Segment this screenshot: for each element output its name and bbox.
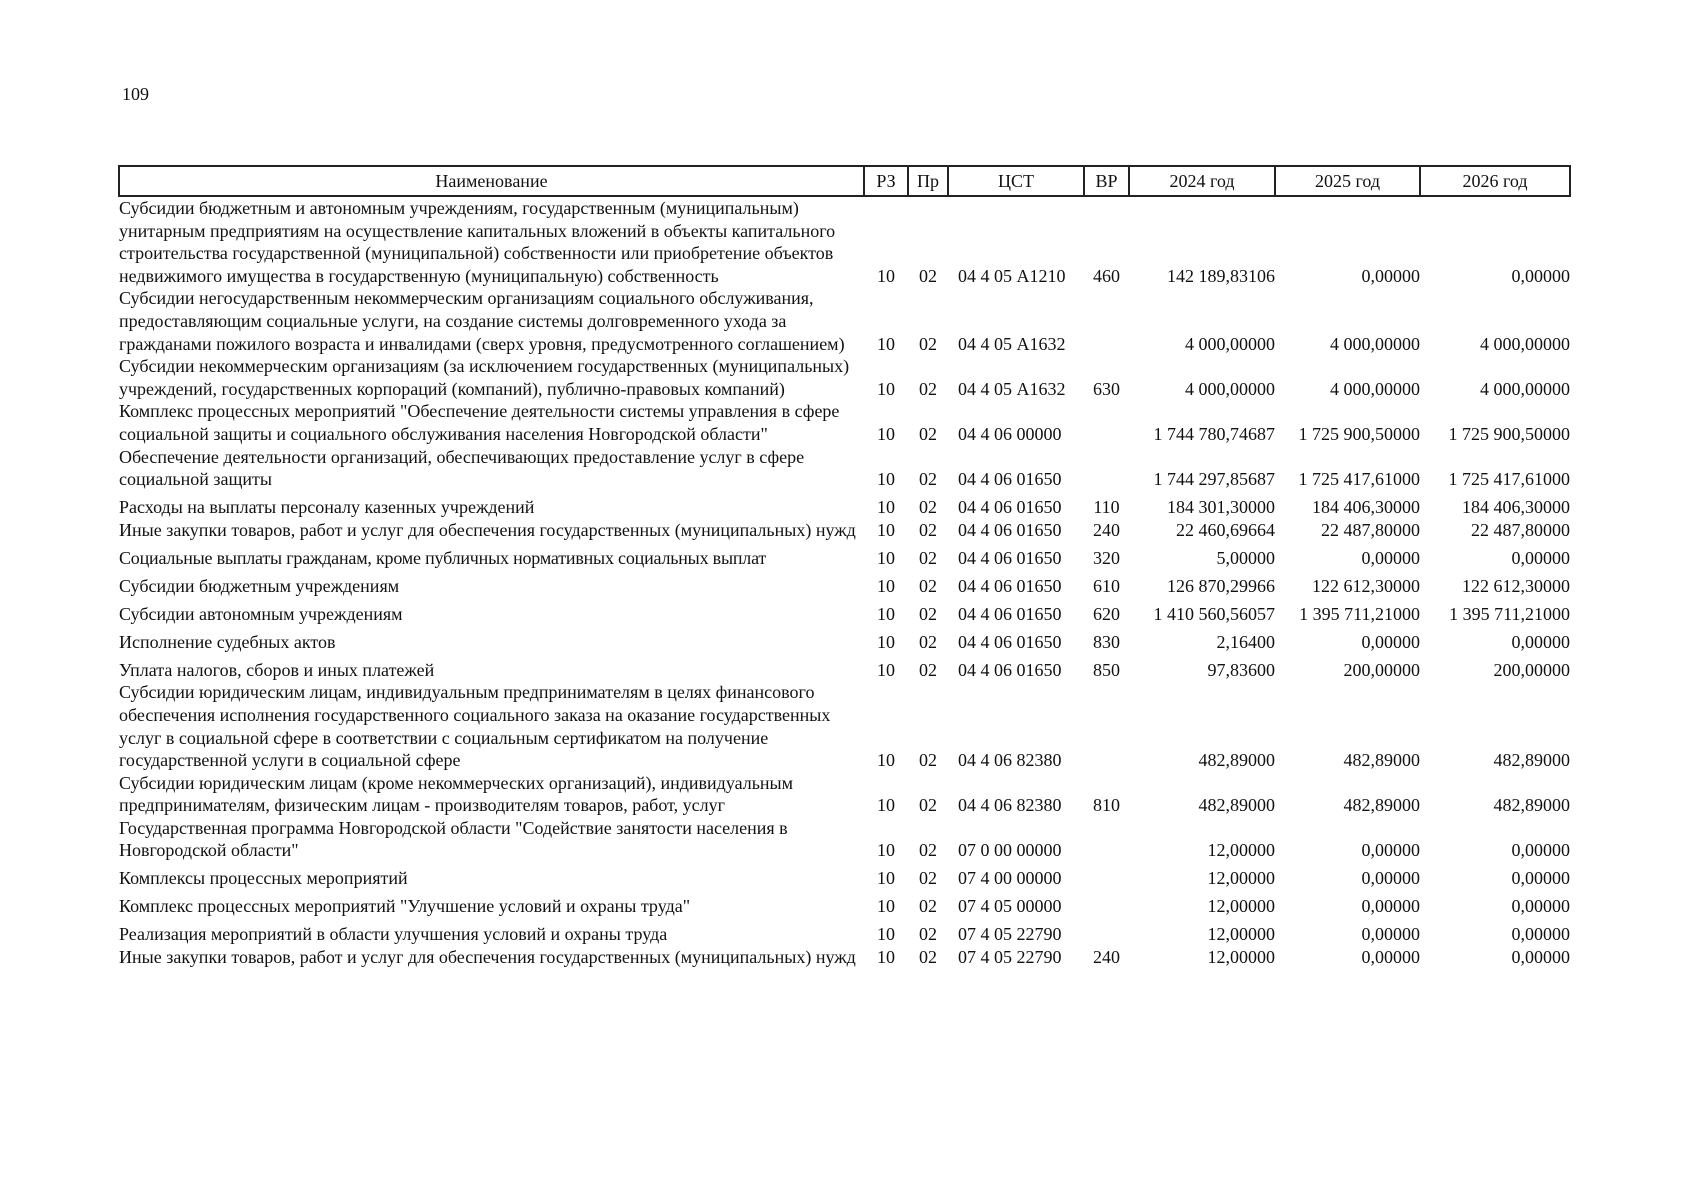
row-rz: 10 (877, 896, 895, 917)
row-pr: 02 (919, 575, 937, 596)
row-2024: 142 189,83106 (1167, 265, 1275, 286)
row-pr: 02 (919, 497, 937, 518)
row-name: Субсидии бюджетным и автономным учреждениям, государственным (муниципальным) унитарным предприятиям на осуществление капитальных вложений в объекты капитального строительства государственной (муниципальной) собственности или приобретение объектов недвижимого имущества в государственную (муниципальную) собственность (119, 198, 836, 286)
row-name: Исполнение судебных актов (119, 631, 336, 652)
row-2026: 122 612,30000 (1462, 575, 1570, 596)
row-2026: 1 395 711,21000 (1449, 603, 1570, 624)
row-pr: 02 (919, 333, 937, 354)
row-2025: 482,89000 (1343, 750, 1420, 771)
row-cst: 04 4 06 01650 (958, 603, 1062, 624)
row-name: Обеспечение деятельности организаций, обеспечивающих предоставление услуг в сфере социальной защиты (119, 446, 805, 490)
table-row (119, 653, 1570, 681)
table-row (119, 541, 1570, 569)
row-rz: 10 (877, 631, 895, 652)
table-row (119, 625, 1570, 653)
table-header-row (119, 166, 1570, 196)
table-row (119, 597, 1570, 625)
row-pr: 02 (919, 378, 937, 399)
table-row (119, 817, 1570, 862)
row-pr: 02 (919, 469, 937, 490)
row-pr: 02 (919, 265, 937, 286)
row-name: Иные закупки товаров, работ и услуг для обеспечения государственных (муниципальных) нужд (119, 947, 856, 968)
row-2025: 4 000,00000 (1330, 333, 1420, 354)
row-rz: 10 (877, 795, 895, 816)
table-row (119, 400, 1570, 445)
row-2026: 1 725 900,50000 (1448, 423, 1570, 444)
row-rz: 10 (877, 333, 895, 354)
row-2024: 1 410 560,56057 (1153, 603, 1275, 624)
row-vr: 460 (1093, 265, 1120, 286)
row-pr: 02 (919, 896, 937, 917)
row-2026: 200,00000 (1493, 659, 1570, 680)
table-row (119, 196, 1570, 287)
row-2026: 4 000,00000 (1480, 333, 1570, 354)
row-rz: 10 (877, 868, 895, 889)
row-2024: 184 301,30000 (1167, 497, 1275, 518)
row-vr: 110 (1093, 497, 1120, 518)
row-2025: 0,00000 (1361, 947, 1420, 968)
header-2024: 2024 год (1129, 166, 1275, 196)
row-2025: 0,00000 (1361, 924, 1420, 945)
row-2026: 482,89000 (1493, 795, 1570, 816)
row-cst: 04 4 06 82380 (958, 795, 1062, 816)
row-2024: 5,00000 (1216, 547, 1275, 568)
row-name: Субсидии негосударственным некоммерческим организациям социального обслуживания, предоставляющим социальные услуги, на создание системы долговременного ухода за гражданами пожилого возраста и инвалидами (сверх уровня, предусмотренного соглашением) (119, 288, 845, 354)
row-vr (1084, 446, 1129, 491)
table-body (119, 196, 1570, 969)
row-rz: 10 (877, 378, 895, 399)
row-pr: 02 (919, 840, 937, 861)
row-name: Расходы на выплаты персоналу казенных учреждений (119, 497, 535, 518)
row-name: Социальные выплаты гражданам, кроме публичных нормативных социальных выплат (119, 547, 767, 568)
table-row (119, 569, 1570, 597)
row-2025: 0,00000 (1361, 896, 1420, 917)
row-vr: 630 (1093, 378, 1120, 399)
row-pr: 02 (919, 750, 937, 771)
row-2024: 12,00000 (1207, 840, 1275, 861)
row-2025: 482,89000 (1343, 795, 1420, 816)
table-row (119, 287, 1570, 355)
row-2026: 184 406,30000 (1462, 497, 1570, 518)
row-vr: 850 (1093, 659, 1120, 680)
row-name: Реализация мероприятий в области улучшения условий и охраны труда (119, 924, 668, 945)
row-vr: 810 (1093, 795, 1120, 816)
row-vr (1084, 400, 1129, 445)
row-2025: 22 487,80000 (1321, 519, 1420, 540)
row-2025: 0,00000 (1361, 631, 1420, 652)
row-cst: 04 4 06 01650 (958, 631, 1062, 652)
row-2024: 12,00000 (1207, 924, 1275, 945)
row-pr: 02 (919, 547, 937, 568)
row-2025: 4 000,00000 (1330, 378, 1420, 399)
row-vr: 240 (1093, 519, 1120, 540)
row-2025: 200,00000 (1343, 659, 1420, 680)
row-name: Комплекс процессных мероприятий "Улучшение условий и охраны труда" (119, 896, 691, 917)
table-row (119, 519, 1570, 542)
row-2025: 1 395 711,21000 (1299, 603, 1420, 624)
row-name: Субсидии некоммерческим организациям (за исключением государственных (муниципальных) учреждений, государственных корпораций (компаний), публично-правовых компаний) (119, 356, 850, 399)
row-pr: 02 (919, 603, 937, 624)
row-cst: 07 4 05 00000 (958, 896, 1062, 917)
row-rz: 10 (877, 750, 895, 771)
row-cst: 04 4 05 А1632 (958, 378, 1066, 399)
row-name: Государственная программа Новгородской области "Содействие занятости населения в Новгородской области" (119, 817, 788, 861)
row-2024: 97,83600 (1207, 659, 1275, 680)
row-2025: 0,00000 (1361, 547, 1420, 568)
row-rz: 10 (877, 947, 895, 968)
table-row (119, 918, 1570, 946)
row-rz: 10 (877, 265, 895, 286)
row-vr (1084, 918, 1129, 946)
row-name: Уплата налогов, сборов и иных платежей (119, 659, 435, 680)
row-2026: 4 000,00000 (1480, 378, 1570, 399)
row-vr: 240 (1093, 947, 1120, 968)
row-pr: 02 (919, 519, 937, 540)
row-rz: 10 (877, 575, 895, 596)
row-pr: 02 (919, 631, 937, 652)
header-2026: 2026 год (1420, 166, 1570, 196)
row-2026: 0,00000 (1511, 265, 1570, 286)
table-row (119, 862, 1570, 890)
row-2025: 0,00000 (1361, 840, 1420, 861)
row-2026: 0,00000 (1511, 924, 1570, 945)
page-number: 109 (122, 84, 149, 104)
row-2024: 126 870,29966 (1167, 575, 1275, 596)
row-vr (1084, 817, 1129, 862)
row-2024: 4 000,00000 (1185, 378, 1275, 399)
row-2026: 0,00000 (1511, 631, 1570, 652)
row-name: Иные закупки товаров, работ и услуг для обеспечения государственных (муниципальных) нужд (119, 519, 856, 540)
table-row (119, 681, 1570, 771)
row-vr: 610 (1093, 575, 1120, 596)
row-2025: 1 725 900,50000 (1298, 423, 1420, 444)
row-2026: 22 487,80000 (1471, 519, 1570, 540)
row-rz: 10 (877, 603, 895, 624)
table-row (119, 772, 1570, 817)
table-row (119, 446, 1570, 491)
budget-table (118, 165, 1571, 969)
row-cst: 04 4 05 А1210 (958, 265, 1066, 286)
row-rz: 10 (877, 924, 895, 945)
row-2026: 0,00000 (1511, 896, 1570, 917)
row-2026: 0,00000 (1511, 547, 1570, 568)
row-pr: 02 (919, 659, 937, 680)
row-2025: 0,00000 (1361, 868, 1420, 889)
row-vr (1084, 681, 1129, 771)
row-cst: 04 4 06 00000 (958, 423, 1062, 444)
row-2024: 482,89000 (1198, 750, 1275, 771)
table-row (119, 946, 1570, 969)
row-2024: 482,89000 (1198, 795, 1275, 816)
row-2024: 1 744 297,85687 (1153, 469, 1275, 490)
row-vr (1084, 862, 1129, 890)
row-rz: 10 (877, 659, 895, 680)
row-vr (1084, 890, 1129, 918)
row-2025: 122 612,30000 (1312, 575, 1420, 596)
header-name: Наименование (119, 166, 864, 196)
row-rz: 10 (877, 547, 895, 568)
row-2025: 0,00000 (1361, 265, 1420, 286)
row-2026: 0,00000 (1511, 840, 1570, 861)
row-cst: 04 4 06 01650 (958, 547, 1062, 568)
row-vr (1084, 287, 1129, 355)
row-2026: 482,89000 (1493, 750, 1570, 771)
row-2025: 1 725 417,61000 (1298, 469, 1420, 490)
row-pr: 02 (919, 423, 937, 444)
row-cst: 04 4 06 01650 (958, 497, 1062, 518)
row-name: Субсидии автономным учреждениям (119, 603, 403, 624)
row-pr: 02 (919, 924, 937, 945)
row-cst: 07 4 05 22790 (958, 947, 1062, 968)
row-cst: 04 4 06 01650 (958, 575, 1062, 596)
row-cst: 04 4 06 01650 (958, 469, 1062, 490)
row-2024: 2,16400 (1216, 631, 1275, 652)
row-vr: 620 (1093, 603, 1120, 624)
row-cst: 04 4 06 82380 (958, 750, 1062, 771)
row-2026: 0,00000 (1511, 947, 1570, 968)
row-name: Субсидии бюджетным учреждениям (119, 575, 400, 596)
row-pr: 02 (919, 868, 937, 889)
row-cst: 04 4 06 01650 (958, 659, 1062, 680)
row-pr: 02 (919, 795, 937, 816)
table-row (119, 890, 1570, 918)
row-rz: 10 (877, 423, 895, 444)
row-2025: 184 406,30000 (1312, 497, 1420, 518)
row-name: Комплекс процессных мероприятий "Обеспечение деятельности системы управления в сфере социальной защиты и социального обслуживания населения Новгородской области" (119, 401, 840, 444)
row-cst: 07 4 05 22790 (958, 924, 1062, 945)
row-cst: 04 4 06 01650 (958, 519, 1062, 540)
header-vr: ВР (1084, 166, 1129, 196)
row-name: Субсидии юридическим лицам, индивидуальным предпринимателям в целях финансового обеспечения исполнения государственного социального заказа на оказание государственных услуг в социальной сфере в соответствии с социальным сертификатом на получение государственной услуги в социальной сфере (119, 682, 831, 771)
row-name: Субсидии юридическим лицам (кроме некоммерческих организаций), индивидуальным предпринимателям, физическим лицам - производителям товаров, работ, услуг (119, 772, 794, 816)
table-row (119, 355, 1570, 400)
row-2024: 12,00000 (1207, 868, 1275, 889)
row-rz: 10 (877, 840, 895, 861)
row-vr: 830 (1093, 631, 1120, 652)
row-cst: 07 0 00 00000 (958, 840, 1062, 861)
header-2025: 2025 год (1275, 166, 1420, 196)
header-pr: Пр (908, 166, 948, 196)
row-2024: 12,00000 (1207, 947, 1275, 968)
row-rz: 10 (877, 497, 895, 518)
row-2026: 0,00000 (1511, 868, 1570, 889)
row-pr: 02 (919, 947, 937, 968)
header-cst: ЦСТ (948, 166, 1084, 196)
row-2026: 1 725 417,61000 (1448, 469, 1570, 490)
row-rz: 10 (877, 469, 895, 490)
row-2024: 22 460,69664 (1176, 519, 1275, 540)
row-name: Комплексы процессных мероприятий (119, 868, 408, 889)
table-row (119, 491, 1570, 519)
row-2024: 12,00000 (1207, 896, 1275, 917)
row-2024: 4 000,00000 (1185, 333, 1275, 354)
row-cst: 04 4 05 А1632 (958, 333, 1066, 354)
row-2024: 1 744 780,74687 (1153, 423, 1275, 444)
row-rz: 10 (877, 519, 895, 540)
header-rz: РЗ (864, 166, 908, 196)
row-cst: 07 4 00 00000 (958, 868, 1062, 889)
row-vr: 320 (1093, 547, 1120, 568)
